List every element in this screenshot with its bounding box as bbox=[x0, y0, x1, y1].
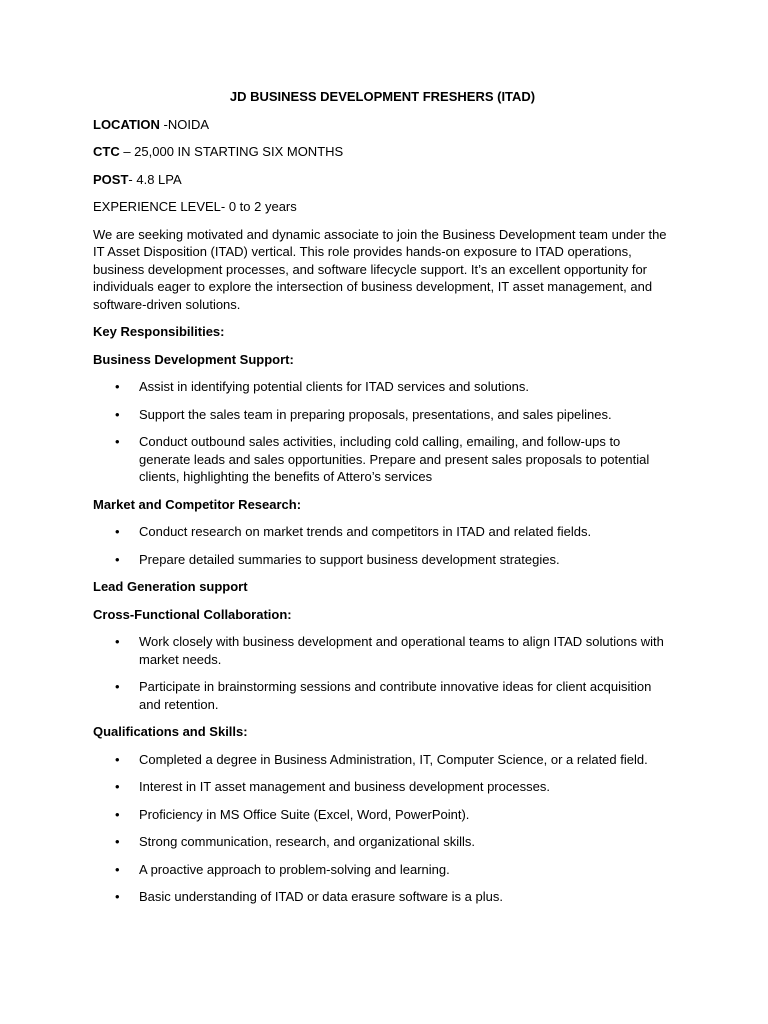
list-item bbox=[93, 633, 672, 668]
experience-line: EXPERIENCE LEVEL- 0 to 2 years bbox=[93, 199, 297, 214]
bullet-icon: • bbox=[115, 861, 120, 877]
qualifications-list bbox=[93, 751, 672, 906]
list-item-text: Work closely with business development and operational teams to align ITAD solutions with market needs. bbox=[139, 634, 664, 667]
list-item-text: Conduct research on market trends and competitors in ITAD and related fields. bbox=[139, 524, 592, 539]
key-responsibilities-heading: Key Responsibilities: bbox=[93, 324, 225, 339]
list-item bbox=[93, 433, 672, 486]
bullet-icon: • bbox=[115, 889, 120, 904]
lead-generation-heading: Lead Generation support bbox=[93, 579, 248, 594]
list-item-text: Support the sales team in preparing proposals, presentations, and sales pipelines. bbox=[139, 406, 612, 422]
location-value: -NOIDA bbox=[159, 116, 210, 132]
ctc-value: – 25,000 IN STARTING SIX MONTHS bbox=[119, 144, 344, 159]
list-item-text: Strong communication, research, and organizational skills. bbox=[139, 834, 476, 849]
list-item-text: Completed a degree in Business Administration, IT, Computer Science, or a related field. bbox=[139, 751, 648, 767]
list-item-text: Participate in brainstorming sessions and contribute innovative ideas for client acquisition and retention. bbox=[139, 679, 652, 712]
list-item-text: A proactive approach to problem-solving and learning. bbox=[139, 861, 450, 877]
list-item bbox=[93, 751, 672, 769]
location-label: LOCATION bbox=[93, 116, 160, 132]
list-item bbox=[93, 861, 672, 879]
list-item-text: Basic understanding of ITAD or data erasure software is a plus. bbox=[139, 889, 503, 904]
bullet-icon: • bbox=[115, 406, 120, 422]
list-item-text: Conduct outbound sales activities, including cold calling, emailing, and follow-ups to generate leads and sales opportunities. Prepare and present sales proposals to potential clients, highlighting the benefits of Attero’s services bbox=[139, 434, 650, 484]
post-line bbox=[93, 171, 672, 189]
document-title: JD BUSINESS DEVELOPMENT FRESHERS (ITAD) bbox=[229, 89, 536, 104]
cross-functional-heading: Cross-Functional Collaboration: bbox=[93, 606, 292, 622]
location-line bbox=[93, 116, 672, 134]
list-item bbox=[93, 778, 672, 796]
bullet-icon: • bbox=[115, 524, 120, 539]
post-value: - 4.8 LPA bbox=[128, 171, 182, 187]
qualifications-heading: Qualifications and Skills: bbox=[93, 724, 248, 739]
market-research-heading: Market and Competitor Research: bbox=[93, 496, 302, 512]
bd-support-list bbox=[93, 378, 672, 486]
bullet-icon: • bbox=[115, 679, 120, 694]
bullet-icon: • bbox=[115, 806, 120, 822]
ctc-label: CTC bbox=[93, 144, 120, 159]
list-item bbox=[93, 551, 672, 569]
bullet-icon: • bbox=[115, 634, 120, 649]
bullet-icon: • bbox=[115, 751, 120, 767]
list-item-text: Prepare detailed summaries to support business development strategies. bbox=[139, 551, 560, 567]
cross-functional-list bbox=[93, 633, 672, 713]
post-label: POST bbox=[93, 171, 129, 187]
list-item-text: Assist in identifying potential clients for ITAD services and solutions. bbox=[139, 379, 529, 394]
list-item bbox=[93, 833, 672, 851]
list-item-text: Proficiency in MS Office Suite (Excel, Word, PowerPoint). bbox=[139, 806, 470, 822]
list-item-text: Interest in IT asset management and business development processes. bbox=[139, 779, 550, 794]
bullet-icon: • bbox=[115, 551, 120, 567]
ctc-line bbox=[93, 143, 672, 161]
bullet-icon: • bbox=[115, 379, 120, 394]
bd-support-heading: Business Development Support: bbox=[93, 351, 294, 367]
list-item bbox=[93, 888, 672, 906]
bullet-icon: • bbox=[115, 434, 120, 449]
list-item bbox=[93, 406, 672, 424]
bullet-icon: • bbox=[115, 779, 120, 794]
bullet-icon: • bbox=[115, 834, 120, 849]
market-research-list bbox=[93, 523, 672, 568]
intro-paragraph: We are seeking motivated and dynamic associate to join the Business Development team under the IT Asset Disposition (ITAD) vertical. This role provides hands-on exposure to ITAD operations, business development processes, and software lifecycle support. It’s an excellent opportunity for individuals eager to explore the intersection of business development, IT asset management, and software-driven solutions. bbox=[93, 226, 667, 312]
list-item bbox=[93, 806, 672, 824]
list-item bbox=[93, 678, 672, 713]
list-item bbox=[93, 523, 672, 541]
list-item bbox=[93, 378, 672, 396]
